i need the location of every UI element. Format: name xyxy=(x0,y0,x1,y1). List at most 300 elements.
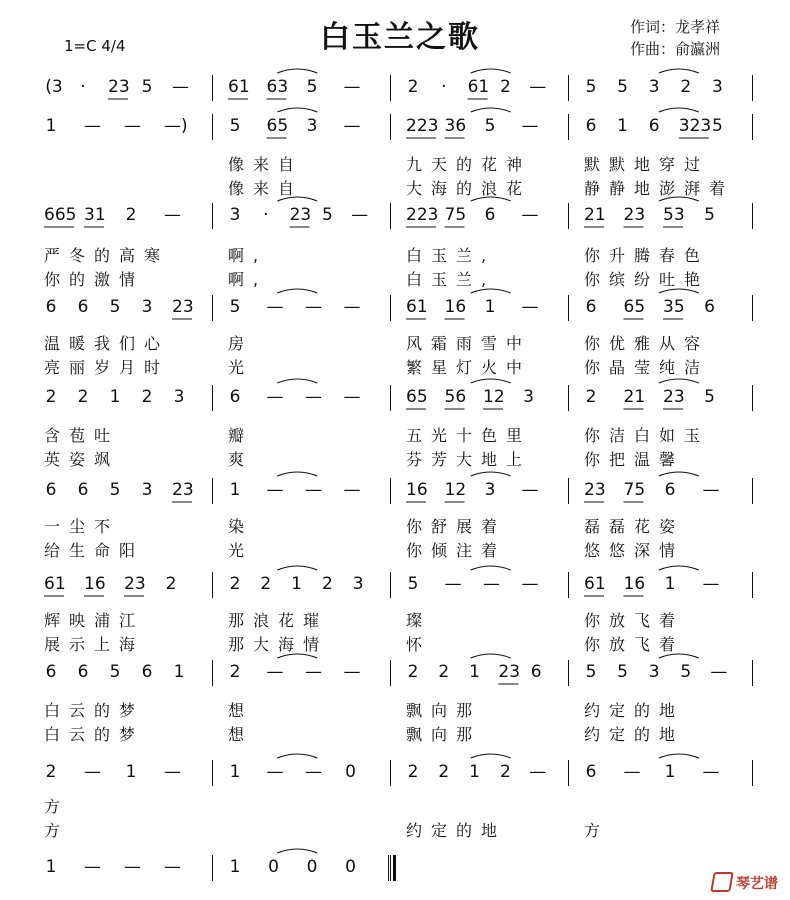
slur-arc xyxy=(471,566,511,570)
note: 5 xyxy=(617,662,628,682)
note: 6 xyxy=(77,297,89,317)
lyric-line xyxy=(0,355,790,377)
lyric-phrase: 白云的梦 xyxy=(44,701,145,720)
lyric-line xyxy=(0,538,790,560)
note: — xyxy=(521,297,539,317)
lyric-phrase: 你放飞着 xyxy=(584,635,685,654)
bar-line xyxy=(390,478,391,504)
lyric-phrase: 约定的地 xyxy=(584,725,685,744)
note: 75 xyxy=(623,480,646,500)
note: 23 xyxy=(124,574,146,594)
note: 1 xyxy=(229,762,241,782)
lyric-phrase: 你洁白如玉 xyxy=(584,426,710,445)
bar-line xyxy=(212,760,213,786)
note: — xyxy=(521,480,539,500)
slur-arc xyxy=(659,379,699,383)
slur-arc xyxy=(659,566,699,570)
note: 6 xyxy=(530,662,542,682)
bar-line xyxy=(390,203,391,229)
lyric-phrase: 想 xyxy=(228,701,254,720)
note: · xyxy=(80,77,86,97)
score-system xyxy=(0,75,790,101)
note: 12 xyxy=(483,387,505,407)
slur-arc xyxy=(471,69,511,73)
notes-line xyxy=(0,760,790,786)
lyric-phrase: 飘向那 xyxy=(406,701,482,720)
notes-line xyxy=(0,855,790,881)
credits xyxy=(630,16,720,60)
note: 223 xyxy=(406,116,439,136)
site-logo xyxy=(712,872,778,893)
lyric-line xyxy=(0,608,790,630)
note: — xyxy=(305,387,322,407)
bar-line xyxy=(212,385,213,411)
note: (3 xyxy=(45,77,63,97)
lyric-phrase: 你升腾春色 xyxy=(584,246,710,265)
key-signature: 1=C 4/4 xyxy=(64,37,126,55)
notes-line xyxy=(0,478,790,504)
note: 5 xyxy=(711,116,723,136)
note: 2 xyxy=(499,762,511,782)
lyric-line xyxy=(0,423,790,445)
note: 36 xyxy=(444,116,467,136)
lyric-phrase: 房 xyxy=(228,334,254,353)
note: — xyxy=(351,205,369,225)
note: — xyxy=(521,574,539,594)
note: 1 xyxy=(125,762,137,782)
lyric-phrase: 你的激情 xyxy=(44,270,145,289)
note: — xyxy=(266,297,284,317)
lyric-phrase: 五光十色里 xyxy=(406,426,532,445)
note: 2 xyxy=(229,662,241,682)
note: 5 xyxy=(109,662,121,682)
bar-line xyxy=(752,478,753,504)
bar-line xyxy=(568,203,569,229)
note: 21 xyxy=(584,205,606,225)
lyric-line xyxy=(0,267,790,289)
bar-line xyxy=(390,75,391,101)
lyric-phrase: 飘向那 xyxy=(406,725,482,744)
note: 23 xyxy=(289,205,312,225)
note: 2 xyxy=(260,574,272,594)
lyric-phrase: 严冬的高寒 xyxy=(44,246,170,265)
lyric-line xyxy=(0,818,790,840)
notes-line xyxy=(0,295,790,321)
note: — xyxy=(623,762,641,782)
bar-line xyxy=(752,572,753,598)
lyric-phrase: 你把温馨 xyxy=(584,450,685,469)
bar-line xyxy=(568,572,569,598)
note: 21 xyxy=(623,387,646,407)
lyric-phrase: 光 xyxy=(228,541,254,560)
note: 2 xyxy=(77,387,89,407)
note: 1 xyxy=(469,762,480,782)
score-system xyxy=(0,660,790,744)
note: — xyxy=(343,480,361,500)
notes-line xyxy=(0,114,790,140)
bar-line xyxy=(390,855,391,881)
lyricist: 作词：龙孝祥 xyxy=(630,18,721,36)
note: 6 xyxy=(77,480,89,500)
note: 23 xyxy=(623,205,646,225)
score-system xyxy=(0,295,790,377)
note: — xyxy=(343,662,361,682)
note: 53 xyxy=(663,205,685,225)
note: 3 xyxy=(306,116,318,136)
lyric-phrase: 悠悠深情 xyxy=(584,541,685,560)
lyric-phrase: 展示上海 xyxy=(44,635,145,654)
note: 1 xyxy=(45,116,57,136)
slur-arc xyxy=(471,754,511,758)
note: 2 xyxy=(125,205,137,225)
note: 6 xyxy=(648,116,660,136)
note: 3 xyxy=(229,205,241,225)
lyric-line xyxy=(0,722,790,744)
note: — xyxy=(343,77,361,97)
lyric-phrase: 那大海情 xyxy=(228,635,329,654)
note: 3 xyxy=(484,480,496,500)
note: 2 xyxy=(407,662,419,682)
lyric-phrase: 啊, xyxy=(228,246,268,265)
note: 2 xyxy=(45,387,57,407)
note: 5 xyxy=(680,662,692,682)
bar-line xyxy=(568,295,569,321)
bar-line xyxy=(752,760,753,786)
note: 3 xyxy=(523,387,534,407)
note: — xyxy=(266,387,284,407)
lyric-phrase: 你舒展着 xyxy=(406,517,507,536)
bar-line xyxy=(390,114,391,140)
slur-arc xyxy=(659,472,699,476)
bar-line xyxy=(212,478,213,504)
score-system xyxy=(0,855,790,881)
note: 65 xyxy=(406,387,428,407)
note: 0 xyxy=(306,857,318,877)
note: — xyxy=(164,857,181,877)
note: 5 xyxy=(141,77,153,97)
bar-line xyxy=(568,114,569,140)
note: 6 xyxy=(77,662,89,682)
note: 665 xyxy=(44,205,77,225)
note: 6 xyxy=(585,297,597,317)
bar-line xyxy=(390,660,391,686)
note: 6 xyxy=(229,387,241,407)
note: 3 xyxy=(173,387,185,407)
note: 61 xyxy=(584,574,606,594)
slur-arc xyxy=(277,849,317,853)
slur-arc xyxy=(471,379,511,383)
note: — xyxy=(343,297,361,317)
composer: 作曲：俞瀛洲 xyxy=(630,40,721,58)
note: 6 xyxy=(45,297,57,317)
note: 75 xyxy=(444,205,467,225)
note: — xyxy=(702,762,720,782)
note: 31 xyxy=(84,205,106,225)
note: 23 xyxy=(498,662,521,682)
lyric-phrase: 风霜雨雪中 xyxy=(406,334,532,353)
note: 223 xyxy=(406,205,439,225)
note: 65 xyxy=(266,116,289,136)
note: 5 xyxy=(229,297,241,317)
score-system xyxy=(0,572,790,654)
note: 16 xyxy=(444,297,467,317)
note: 5 xyxy=(585,77,597,97)
note: 5 xyxy=(407,574,419,594)
slur-arc xyxy=(659,108,699,112)
note: — xyxy=(84,857,101,877)
bar-line xyxy=(212,114,213,140)
bar-line xyxy=(568,478,569,504)
note: —) xyxy=(164,116,188,136)
note: 1 xyxy=(229,857,241,877)
note: 6 xyxy=(484,205,496,225)
note: 2 xyxy=(407,762,419,782)
note: 5 xyxy=(617,77,628,97)
note: 6 xyxy=(45,662,57,682)
slur-arc xyxy=(471,108,511,112)
lyric-phrase: 爽 xyxy=(228,450,254,469)
lyric-phrase: 约定的地 xyxy=(406,821,507,840)
bar-line xyxy=(212,660,213,686)
lyric-line xyxy=(0,243,790,265)
lyric-phrase: 磊磊花姿 xyxy=(584,517,685,536)
bar-line xyxy=(752,385,753,411)
lyric-phrase: 方 xyxy=(44,821,70,840)
note: — xyxy=(521,116,539,136)
note: 5 xyxy=(229,116,241,136)
note: 5 xyxy=(306,77,318,97)
lyric-phrase: 芬芳大地上 xyxy=(406,450,532,469)
note: — xyxy=(343,387,361,407)
bar-line xyxy=(752,203,753,229)
lyric-line xyxy=(0,176,790,198)
bar-line xyxy=(212,295,213,321)
lyric-phrase: 方 xyxy=(44,797,70,816)
note: — xyxy=(529,77,547,97)
lyric-phrase: 你缤纷吐艳 xyxy=(584,270,710,289)
note: 0 xyxy=(268,857,279,877)
note: 1 xyxy=(291,574,302,594)
note: 5 xyxy=(484,116,496,136)
logo-icon xyxy=(710,872,734,892)
note: 6 xyxy=(45,480,57,500)
note: 3 xyxy=(141,480,153,500)
bar-line xyxy=(212,75,213,101)
note: 1 xyxy=(173,662,185,682)
lyric-phrase: 你倾注着 xyxy=(406,541,507,560)
lyric-line xyxy=(0,331,790,353)
note: — xyxy=(702,480,720,500)
note: 1 xyxy=(664,762,676,782)
lyric-phrase: 你优雅从容 xyxy=(584,334,710,353)
note: 1 xyxy=(45,857,57,877)
slur-arc xyxy=(277,379,317,383)
bar-line xyxy=(752,75,753,101)
bar-line xyxy=(568,385,569,411)
bar-line xyxy=(390,572,391,598)
note: 0 xyxy=(345,762,356,782)
score-system xyxy=(0,114,790,198)
lyric-line xyxy=(0,447,790,469)
note: — xyxy=(305,297,322,317)
note: — xyxy=(164,205,181,225)
lyric-line xyxy=(0,794,790,816)
notes-line xyxy=(0,385,790,411)
lyric-phrase: 像来自 xyxy=(228,155,304,174)
note: 2 xyxy=(585,387,597,407)
slur-arc xyxy=(277,472,317,476)
logo-text: 琴艺谱 xyxy=(736,876,778,892)
bar-line xyxy=(212,203,213,229)
note: — xyxy=(529,762,547,782)
lyric-phrase: 默默地穿过 xyxy=(584,155,710,174)
slur-arc xyxy=(277,69,317,73)
note: 61 xyxy=(467,77,490,97)
lyric-phrase: 啊, xyxy=(228,270,268,289)
lyric-phrase: 像来自 xyxy=(228,179,304,198)
note: 16 xyxy=(406,480,428,500)
slur-arc xyxy=(471,472,511,476)
note: 6 xyxy=(664,480,676,500)
lyric-phrase: 那浪花璀 xyxy=(228,611,329,630)
note: 5 xyxy=(704,387,715,407)
lyric-phrase: 怀 xyxy=(406,635,432,654)
note: — xyxy=(266,480,284,500)
bar-line xyxy=(752,114,753,140)
bar-line xyxy=(212,855,213,881)
note: 35 xyxy=(663,297,685,317)
note: — xyxy=(164,762,181,782)
note: — xyxy=(124,857,141,877)
note: 23 xyxy=(663,387,685,407)
note: 1 xyxy=(469,662,480,682)
slur-arc xyxy=(277,754,317,758)
lyric-phrase: 辉映浦江 xyxy=(44,611,145,630)
bar-line xyxy=(390,385,391,411)
note: 2 xyxy=(438,762,450,782)
note: 2 xyxy=(45,762,57,782)
note: 1 xyxy=(664,574,676,594)
note: 3 xyxy=(648,662,660,682)
note: — xyxy=(521,205,539,225)
note: 3 xyxy=(141,297,153,317)
notes-line xyxy=(0,572,790,598)
note: — xyxy=(483,574,500,594)
note: — xyxy=(84,762,101,782)
bar-line xyxy=(568,760,569,786)
lyric-phrase: 含苞吐 xyxy=(44,426,120,445)
score-system xyxy=(0,385,790,469)
lyric-phrase: 瓣 xyxy=(228,426,254,445)
note: · xyxy=(263,205,269,225)
note: 23 xyxy=(172,480,194,500)
lyric-phrase: 英姿飒 xyxy=(44,450,120,469)
note: 3 xyxy=(648,77,660,97)
note: 3 xyxy=(711,77,723,97)
note: 2 xyxy=(407,77,419,97)
note: 323 xyxy=(678,116,712,136)
bar-line xyxy=(390,295,391,321)
note: 2 xyxy=(499,77,511,97)
note: 61 xyxy=(228,77,250,97)
note: 1 xyxy=(229,480,241,500)
note: 1 xyxy=(109,387,121,407)
note: — xyxy=(266,762,284,782)
note: 1 xyxy=(617,116,628,136)
note: 2 xyxy=(438,662,450,682)
note: 23 xyxy=(584,480,606,500)
note: 16 xyxy=(84,574,106,594)
note: — xyxy=(266,662,284,682)
lyric-phrase: 温暖我们心 xyxy=(44,334,170,353)
note: — xyxy=(305,480,322,500)
note: — xyxy=(124,116,141,136)
bar-line xyxy=(212,572,213,598)
lyric-phrase: 繁星灯火中 xyxy=(406,358,532,377)
note: — xyxy=(305,762,322,782)
bar-line xyxy=(752,295,753,321)
slur-arc xyxy=(277,566,317,570)
score-system xyxy=(0,203,790,289)
note: 6 xyxy=(585,762,597,782)
note: 5 xyxy=(109,480,121,500)
slur-arc xyxy=(471,654,511,658)
note: 61 xyxy=(44,574,66,594)
score-system xyxy=(0,760,790,840)
note: 6 xyxy=(585,116,597,136)
note: 61 xyxy=(406,297,428,317)
note: — xyxy=(710,662,728,682)
lyric-phrase: 你晶莹纯洁 xyxy=(584,358,710,377)
lyric-phrase: 一尘不 xyxy=(44,517,120,536)
lyric-phrase: 静静地澎湃着 xyxy=(584,179,735,198)
note: 56 xyxy=(444,387,467,407)
note: 2 xyxy=(165,574,177,594)
note: 23 xyxy=(108,77,130,97)
lyric-phrase: 九天的花神 xyxy=(406,155,532,174)
lyric-phrase: 染 xyxy=(228,517,254,536)
lyric-line xyxy=(0,514,790,536)
slur-arc xyxy=(659,754,699,758)
lyric-phrase: 你放飞着 xyxy=(584,611,685,630)
bar-line xyxy=(568,660,569,686)
note: 5 xyxy=(321,205,333,225)
note: · xyxy=(441,77,447,97)
lyric-phrase: 大海的浪花 xyxy=(406,179,532,198)
slur-arc xyxy=(277,108,317,112)
lyric-phrase: 约定的地 xyxy=(584,701,685,720)
note: 1 xyxy=(484,297,496,317)
slur-arc xyxy=(659,69,699,73)
lyric-phrase: 白云的梦 xyxy=(44,725,145,744)
notes-line xyxy=(0,660,790,686)
note: 2 xyxy=(141,387,153,407)
note: — xyxy=(702,574,720,594)
lyric-line xyxy=(0,632,790,654)
lyric-phrase: 璨 xyxy=(406,611,432,630)
lyric-line xyxy=(0,152,790,174)
note: 2 xyxy=(680,77,692,97)
note: 2 xyxy=(321,574,333,594)
note: — xyxy=(343,116,361,136)
bar-line xyxy=(752,660,753,686)
lyric-phrase: 亮丽岁月时 xyxy=(44,358,170,377)
note: 23 xyxy=(172,297,194,317)
notes-line xyxy=(0,203,790,229)
note: 63 xyxy=(266,77,289,97)
lyric-phrase: 光 xyxy=(228,358,254,377)
lyric-phrase: 想 xyxy=(228,725,254,744)
